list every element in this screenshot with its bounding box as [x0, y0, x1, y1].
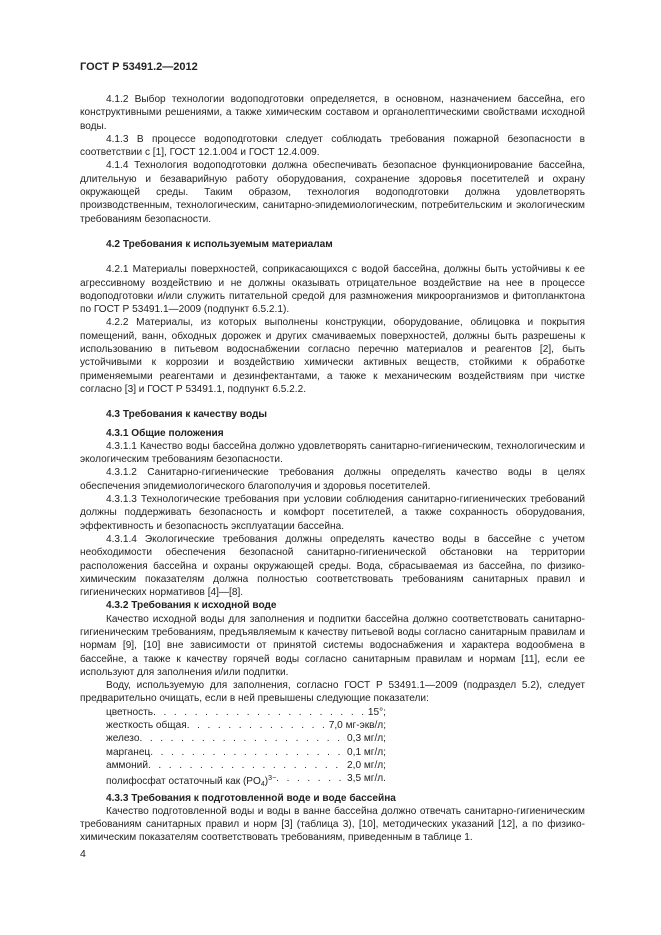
paragraph-4-3-1-2: 4.3.1.2 Санитарно-гигиенические требования должны определять качество воды в целях обеспечения эпидемиологического благополучия и здоровья посетителей. [80, 467, 585, 492]
paragraph-4-3-3-1: Качество подготовленной воды и воды в ванне бассейна должно отвечать санитарно-гигиеническим требованиям санитарных правил и норм [3] (таблица 3), [10], методических указаний [12], а по физико-химическим показателям соответствовать требованиям, приведенным в таблице 1. [80, 805, 585, 844]
indicator-row [80, 772, 386, 791]
paragraph-4-2-2: 4.2.2 Материалы, из которых выполнены конструкции, оборудование, облицовка и покрытия помещений, ванн, обходных дорожек и других смачиваемых поверхностей, должны быть разрешены к использованию в питьевом водоснабжении согласно перечню материалов и реагентов [2], быть устойчивыми к коррозии и воздействию химически активных веществ, стойкими к обработке применяемыми реагентами и дезинфектантами, а также к механическим воздействиям при чистке согласно [3] и ГОСТ Р 53491.1, подпункт 6.5.2.2. [80, 317, 585, 395]
subsection-heading-4-3-3: 4.3.3 Требования к подготовленной воде и воде бассейна [106, 792, 396, 804]
paragraph-4-3-1-1: 4.3.1.1 Качество воды бассейна должно удовлетворять санитарно-гигиеническим, технологическим и экологическим требованиям безопасности. [80, 440, 585, 466]
indicator-name: аммоний [106, 759, 148, 771]
paragraph-4-1-3: 4.1.3 В процессе водоподготовки следует соблюдать требования пожарной безопасности в соответствии с [1], ГОСТ 12.1.004 и ГОСТ 12.4.009. [80, 133, 585, 159]
leader-dots [276, 772, 344, 791]
indicator-value: 15°; [367, 706, 386, 718]
indicator-value: 2,0 мг/л; [347, 759, 386, 771]
indicator-name: цветность [106, 706, 154, 718]
paragraph-4-2-1: 4.2.1 Материалы поверхностей, соприкасающихся с водой бассейна, должны быть устойчивы к ее агрессивному воздействию и не должны оказывать отрицательное воздействие на нее в процессе водоподготовки и/или служить питательной средой для размножения микроорганизмов и фитопланктона по ГОСТ Р 53491.1—2009 (подпункт 6.5.2.1). [80, 264, 585, 316]
section-heading-4-3: 4.3 Требования к качеству воды [106, 409, 268, 421]
indicator-row [80, 732, 386, 745]
paragraph-4-1-2: 4.1.2 Выбор технологии водоподготовки определяется, в основном, назначением бассейна, его конструктивными решениями, а также химическим составом и органолептическими свойствами исходной воды. [80, 94, 585, 132]
indicator-row [80, 746, 386, 759]
indicator-name: марганец [106, 746, 151, 758]
indicator-name: железо [106, 733, 140, 745]
indicator-row [80, 719, 386, 732]
paragraph-4-3-1-4: 4.3.1.4 Экологические требования должны определять качество воды в бассейне с учетом необходимости обеспечения безопасной санитарно-гигиенической обстановки на территории расположения бассейна и охраны окружающей среды. Вода, сбрасываемая из бассейна, по физико-химическим показателям должна полностью соответствовать требованиям санитарных правил и гигиенических нормативов [4]—[8]. [80, 533, 585, 599]
subsection-heading-4-3-2: 4.3.2 Требования к исходной воде [106, 600, 277, 612]
section-heading-4-2: 4.2 Требования к используемым материалам [106, 238, 333, 250]
paragraph-4-1-4: 4.1.4 Технология водоподготовки должна обеспечивать безопасное функционирование бассейна, длительную и безаварийную работу оборудования, сохранение здоровья посетителей и охрану окружающей среды. Таким образом, технология водоподготовки должна удовлетворять производственным, технологическим, санитарно-эпидемиологическим, потребительским и экологическим требованиям безопасности. [80, 160, 585, 225]
subsection-heading-4-3-1: 4.3.1 Общие положения [106, 427, 224, 439]
document-body [80, 93, 585, 845]
indicator-row [80, 706, 386, 719]
leader-dots [187, 719, 326, 732]
indicator-value: 7,0 мг-экв/л; [328, 720, 386, 732]
leader-dots [150, 746, 344, 759]
page-number: 4 [80, 848, 86, 860]
indicator-name: полифосфат остаточный как $(PO_4)^{3-}$ [106, 775, 277, 789]
leader-dots [148, 759, 344, 772]
indicator-row [80, 759, 386, 772]
leader-dots [153, 706, 365, 719]
paragraph-4-3-1-3: 4.3.1.3 Технологические требования при условии соблюдения санитарно-гигиенических требований должны поддерживать безопасность и комфорт посетителей, а также сохранность оборудования, эффективность и безопасность эксплуатации бассейна. [80, 494, 585, 532]
indicator-value: 0,1 мг/л; [347, 746, 386, 758]
leader-dots [139, 732, 344, 745]
paragraph-4-3-2-2: Воду, используемую для заполнения, согласно ГОСТ Р 53491.1—2009 (подраздел 5.2), следует предварительно очищать, если в ней превышены следующие показатели: [80, 680, 585, 705]
indicator-list [80, 706, 585, 792]
indicator-value: 3,5 мг/л. [347, 773, 386, 785]
indicator-name: жесткость общая [106, 720, 187, 732]
indicator-value: 0,3 мг/л; [347, 733, 386, 745]
paragraph-4-3-2-1: Качество исходной воды для заполнения и подпитки бассейна должно соответствовать санитарно-гигиеническим требованиям, предъявляемым к качеству питьевой воды согласно санитарным правилам и нормам [9], [10] вне зависимости от принятой системы водоснабжения и характера водообмена в бассейне, а также к качеству горячей воды согласно санитарным правилам и нормам [11], если ее используют для заполнения и/или подпитки. [80, 613, 585, 678]
document-header: ГОСТ Р 53491.2—2012 [80, 61, 198, 73]
